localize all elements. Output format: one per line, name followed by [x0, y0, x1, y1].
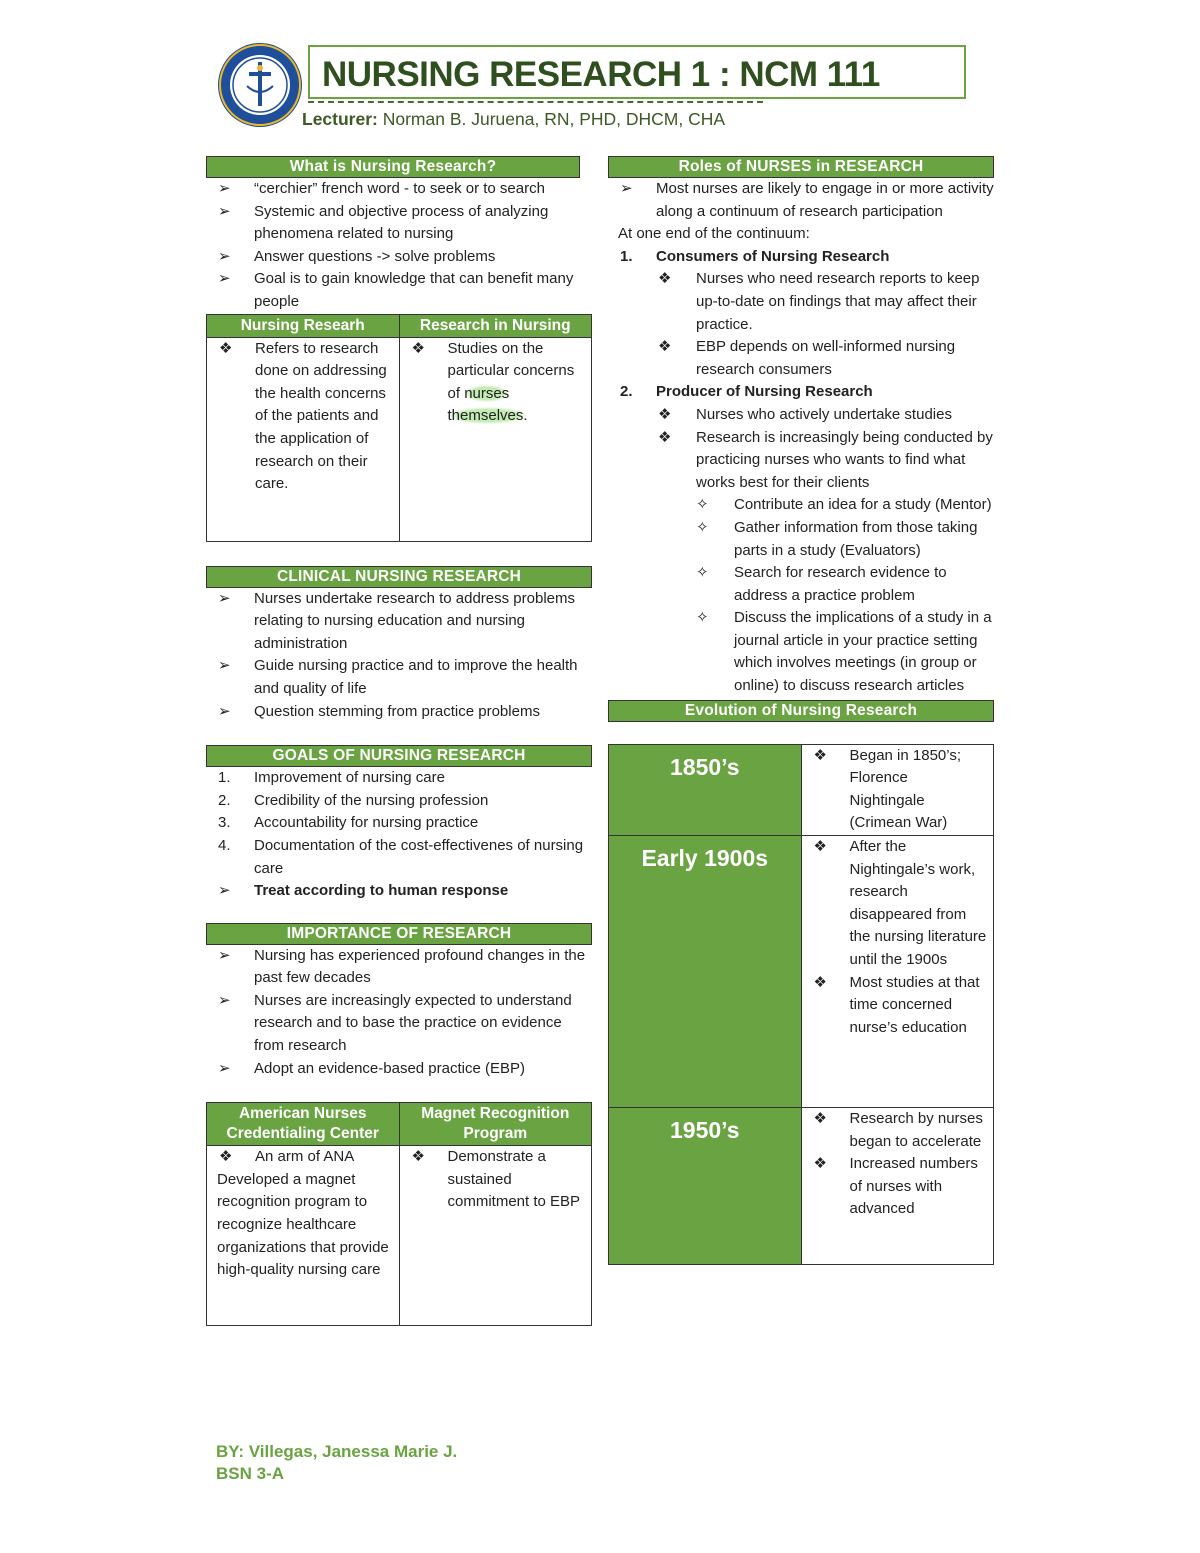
title-box — [308, 45, 966, 99]
what-is-list — [206, 178, 592, 314]
diamond-bullet-icon: ❖ — [813, 838, 827, 856]
list-item: ➢ Answer questions -> solve problems — [206, 246, 592, 269]
list-item: ➢ Treat according to human response — [206, 880, 592, 903]
diamond-bullet-icon: ❖ — [658, 338, 672, 356]
roles-heading: Roles of NURSES in RESEARCH — [608, 156, 994, 178]
what-is-heading: What is Nursing Research? — [206, 156, 580, 178]
lecturer-label: Lecturer: — [302, 109, 378, 129]
star-bullet-icon: ✧ — [696, 518, 709, 536]
diamond-bullet-icon: ❖ — [658, 428, 672, 446]
evolution-details: ❖ Began in 1850’s; Florence Nightingale (Crimean War) — [801, 744, 994, 835]
arrow-bullet-icon: ➢ — [218, 882, 231, 900]
goals-heading: GOALS OF NURSING RESEARCH — [206, 745, 592, 767]
right-column — [608, 156, 994, 1265]
table-row — [609, 1108, 994, 1265]
list-item: ✧ Gather information from those taking parts in a study (Evaluators) — [696, 518, 978, 559]
list-item: ➢ “cerchier” french word - to seek or to search — [206, 178, 592, 201]
list-item: 3. Accountability for nursing practice — [218, 814, 479, 832]
ancc-col2-head: Magnet Recognition Program — [399, 1103, 592, 1146]
list-item: ✧ Search for research evidence to address a practice problem — [696, 564, 947, 604]
list-item: ➢ Nurses are increasingly expected to understand research and to base the practice on evidence from research — [218, 991, 572, 1055]
diamond-bullet-icon: ❖ — [813, 1110, 827, 1128]
diamond-bullet-icon: ❖ — [411, 1148, 425, 1166]
list-item: ❖ EBP depends on well-informed nursing research consumers — [658, 338, 956, 378]
producers-title: 2. Producer of Nursing Research — [620, 383, 873, 401]
list-item: ➢ Most nurses are likely to engage in or more activity along a continuum of research participation — [620, 180, 994, 220]
nursing-research-compare-table — [206, 314, 592, 542]
evolution-year: Early 1900s — [609, 836, 802, 1108]
university-seal-logo — [217, 42, 303, 128]
list-item: ➢ Guide nursing practice and to improve the health and quality of life — [218, 657, 578, 697]
lecturer-name: Norman B. Juruena, RN, PHD, DHCM, CHA — [382, 109, 726, 129]
list-item: ➢ Adopt an evidence-based practice (EBP) — [206, 1058, 592, 1081]
ancc-col1-head: American Nurses Credentialing Center — [207, 1103, 400, 1146]
evolution-heading: Evolution of Nursing Research — [608, 700, 994, 722]
list-item: 4. Documentation of the cost-effectivenes of nursing care — [218, 836, 584, 877]
list-item: ➢ Systemic and objective process of analyzing phenomena related to nursing — [218, 202, 549, 243]
list-item: 2. Credibility of the nursing profession — [218, 791, 489, 809]
arrow-bullet-icon: ➢ — [218, 946, 231, 964]
diamond-bullet-icon: ❖ — [411, 339, 425, 357]
left-column — [206, 156, 592, 1326]
star-bullet-icon: ✧ — [696, 564, 709, 582]
compare-col1-cell: ❖ Refers to research done on addressing the health concerns of the patients and the application of research on their care. — [207, 337, 400, 541]
author-name: BY: Villegas, Janessa Marie J. — [216, 1442, 458, 1461]
arrow-bullet-icon: ➢ — [218, 270, 231, 288]
consumers-title: 1. Consumers of Nursing Research — [620, 247, 890, 265]
evolution-details: ❖ After the Nightingale’s work, research disappeared from the nursing literature until the 1900s ❖ Most studies at that time concerned nurse’s education — [801, 836, 994, 1108]
compare-col1-head: Nursing Researh — [207, 314, 400, 337]
goals-list — [206, 767, 592, 903]
highlighted-text: themselves. — [447, 407, 528, 425]
diamond-bullet-icon: ❖ — [813, 973, 827, 991]
list-item: ❖ Nurses who actively undertake studies — [608, 404, 994, 427]
highlighted-text: nurses — [464, 384, 510, 402]
diamond-bullet-icon: ❖ — [219, 1148, 233, 1166]
diamond-bullet-icon: ❖ — [813, 1155, 827, 1173]
lecturer-line — [302, 109, 725, 130]
ancc-magnet-table — [206, 1102, 592, 1326]
diamond-bullet-icon: ❖ — [658, 405, 672, 423]
title-underline — [308, 101, 763, 103]
compare-col2-cell: ❖ Studies on the particular concerns of nurses themselves. — [399, 337, 592, 541]
diamond-bullet-icon: ❖ — [813, 746, 827, 764]
arrow-bullet-icon: ➢ — [218, 702, 231, 720]
compare-col2-head: Research in Nursing — [399, 314, 592, 337]
author-footer — [216, 1441, 457, 1485]
list-item: ❖ Research is increasingly being conducted by practicing nurses who wants to find what works best for their clients — [658, 428, 993, 491]
diamond-bullet-icon: ❖ — [219, 339, 233, 357]
arrow-bullet-icon: ➢ — [218, 247, 231, 265]
evolution-details: ❖ Research by nurses began to accelerate ❖ Increased numbers of nurses with advanced — [801, 1108, 994, 1265]
star-bullet-icon: ✧ — [696, 609, 709, 627]
diamond-bullet-icon: ❖ — [658, 270, 672, 288]
arrow-bullet-icon: ➢ — [620, 180, 633, 197]
evolution-year: 1950’s — [609, 1108, 802, 1265]
ancc-col1-cell: ❖ An arm of ANA Developed a magnet recognition program to recognize healthcare organizations that provide high-quality nursing care — [207, 1146, 400, 1326]
arrow-bullet-icon: ➢ — [218, 180, 231, 197]
clinical-heading: CLINICAL NURSING RESEARCH — [206, 566, 592, 588]
list-item: ➢ Question stemming from practice problems — [206, 701, 592, 724]
arrow-bullet-icon: ➢ — [218, 202, 231, 220]
author-section: BSN 3-A — [216, 1464, 285, 1483]
continuum-text: At one end of the continuum: — [618, 225, 810, 243]
list-item: ➢ Goal is to gain knowledge that can benefit many people — [218, 270, 574, 310]
arrow-bullet-icon: ➢ — [218, 991, 231, 1009]
list-item: ➢ Nurses undertake research to address problems relating to nursing education and nursing administration — [218, 589, 575, 652]
evolution-year: 1850’s — [609, 744, 802, 835]
importance-heading: IMPORTANCE OF RESEARCH — [206, 923, 592, 945]
page-title: NURSING RESEARCH 1 : NCM 111 — [322, 55, 880, 94]
arrow-bullet-icon: ➢ — [218, 589, 231, 607]
list-item: ✧ Discuss the implications of a study in a journal article in your practice setting which involves meetings (in group or online) to discuss research articles — [696, 609, 992, 695]
list-item: ✧ Contribute an idea for a study (Mentor) — [608, 494, 994, 517]
table-row — [609, 836, 994, 1108]
importance-list — [206, 945, 592, 1081]
star-bullet-icon: ✧ — [696, 496, 709, 514]
ancc-col2-cell: ❖ Demonstrate a sustained commitment to EBP — [399, 1146, 592, 1326]
list-item: ❖ Nurses who need research reports to keep up-to-date on findings that may affect their practice. — [658, 270, 980, 333]
arrow-bullet-icon: ➢ — [218, 657, 231, 675]
list-item: 1. Improvement of nursing care — [218, 769, 445, 787]
table-row — [609, 744, 994, 835]
arrow-bullet-icon: ➢ — [218, 1059, 231, 1077]
clinical-list — [206, 588, 592, 724]
list-item: ➢ Nursing has experienced profound changes in the past few decades — [218, 946, 586, 987]
evolution-table — [608, 744, 994, 1265]
